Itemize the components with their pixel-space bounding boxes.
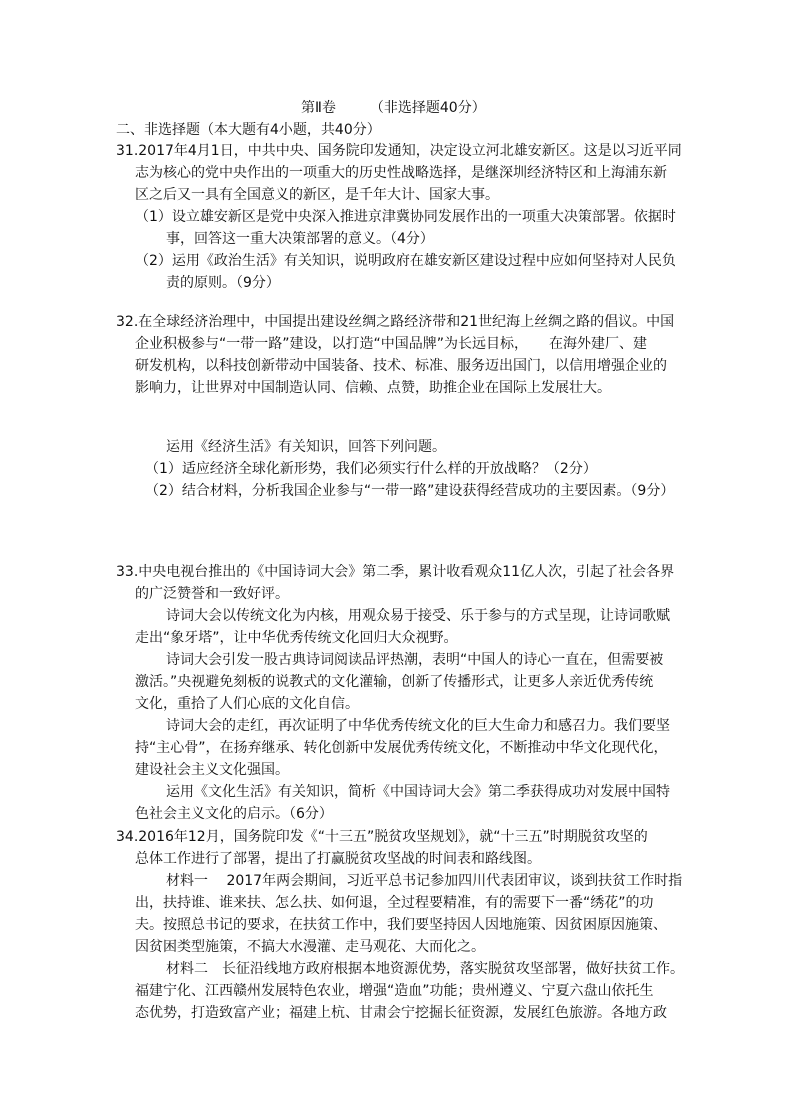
q34-line: 34.2016年12月，国务院印发《“十三五”脱贫攻坚规划》，就“十三五”时期脱贫攻坚的 — [116, 829, 648, 845]
q31-sub1-cont: 事，回答这一重大决策部署的意义。（4分） — [166, 231, 434, 247]
q34-line: 因贫困类型施策，不搞大水漫灌、走马观花、大而化之。 — [135, 939, 485, 955]
q34-line: 福建宁化、江西赣州发展特色农业，增强“造血”功能；贵州遵义、宁夏六盘山依托生 — [135, 983, 654, 999]
q34-line: 出，扶持谁、谁来扶、怎么扶、如何退，全过程要精准，有的需要下一番“绣花”的功 — [135, 895, 654, 911]
q33-line: 激活。”央视避免刻板的说教式的文化灌输，创新了传播形式，让更多人亲近优秀传统 — [135, 674, 654, 690]
q32-sub1: （1）适应经济全球化新形势，我们必须实行什么样的开放战略？（2分） — [145, 461, 597, 477]
q34-line: 材料一 2017年两会期间，习近平总书记参加四川代表团审议，谈到扶贫工作时指 — [166, 873, 683, 889]
q31-sub1: （1）设立雄安新区是党中央深入推进京津冀协同发展作出的一项重大决策部署。依据时 — [135, 209, 676, 225]
q32-line: 32.在全球经济治理中，中国提出建设丝绸之路经济带和21世纪海上丝绸之路的倡议。中国 — [116, 314, 675, 330]
q33-line: 运用《文化生活》有关知识，简析《中国诗词大会》第二季获得成功对发展中国特 — [166, 784, 670, 800]
q31-line: 区之后又一具有全国意义的新区，是千年大计、国家大事。 — [135, 187, 499, 203]
q32-line: 影响力，让世界对中国制造认同、信赖、点赞，助推企业在国际上发展壮大。 — [135, 380, 611, 396]
q32-line: 企业积极参与“一带一路”建设，以打造“中国品牌”为长远目标， 在海外建厂、建 — [135, 336, 648, 352]
q33-line: 建设社会主义文化强国。 — [135, 762, 289, 778]
q31-line: 志为核心的党中央作出的一项重大的历史性战略选择，是继深圳经济特区和上海浦东新 — [135, 165, 667, 181]
part-note: （非选择题40分） — [369, 100, 486, 116]
q33-line: 诗词大会引发一股古典诗词阅读品评热潮，表明“中国人的诗心一直在，但需要被 — [166, 652, 664, 668]
q32-prompt: 运用《经济生活》有关知识，回答下列问题。 — [166, 439, 446, 455]
q33-line: 诗词大会的走红，再次证明了中华优秀传统文化的巨大生命力和感召力。我们要坚 — [166, 718, 670, 734]
q33-line: 文化，重拾了人们心底的文化自信。 — [135, 696, 359, 712]
q34-line: 总体工作进行了部署，提出了打赢脱贫攻坚战的时间表和路线图。 — [135, 851, 541, 867]
q31-line: 31.2017年4月1日，中共中央、国务院印发通知，决定设立河北雄安新区。这是以习近平同 — [116, 143, 682, 159]
q34-line: 夫。按照总书记的要求，在扶贫工作中，我们要坚持因人因地施策、因贫困原因施策、 — [135, 917, 667, 933]
q33-line: 色社会主义文化的启示。（6分） — [135, 806, 333, 822]
part-label: 第Ⅱ卷 — [301, 100, 336, 116]
q33-line: 的广泛赞誉和一致好评。 — [135, 586, 289, 602]
section-header: 二、非选择题（本大题有4小题，共40分） — [116, 122, 381, 138]
q33-line: 33.中央电视台推出的《中国诗词大会》第二季，累计收看观众11亿人次，引起了社会各界 — [116, 564, 675, 580]
q33-line: 走出“象牙塔”，让中华优秀传统文化回归大众视野。 — [135, 630, 458, 646]
part-title — [301, 97, 486, 119]
q32-line: 研发机构，以科技创新带动中国装备、技术、标准、服务迈出国门，以信用增强企业的 — [135, 358, 667, 374]
q33-line: 持“主心骨”，在扬弃继承、转化创新中发展优秀传统文化，不断推动中华文化现代化， — [135, 740, 668, 756]
q31-sub2: （2）运用《政治生活》有关知识，说明政府在雄安新区建设过程中应如何坚持对人民负 — [135, 253, 676, 269]
q33-line: 诗词大会以传统文化为内核，用观众易于接受、乐于参与的方式呈现，让诗词歌赋 — [166, 608, 670, 624]
q34-line: 态优势，打造致富产业；福建上杭、甘肃会宁挖掘长征资源，发展红色旅游。各地方政 — [135, 1005, 667, 1021]
q31-sub2-cont: 责的原则。（9分） — [166, 275, 280, 291]
q34-line: 材料二 长征沿线地方政府根据本地资源优势，落实脱贫攻坚部署，做好扶贫工作。 — [166, 961, 684, 977]
q32-sub2: （2）结合材料，分析我国企业参与“一带一路”建设获得经营成功的主要因素。（9分） — [145, 483, 675, 499]
